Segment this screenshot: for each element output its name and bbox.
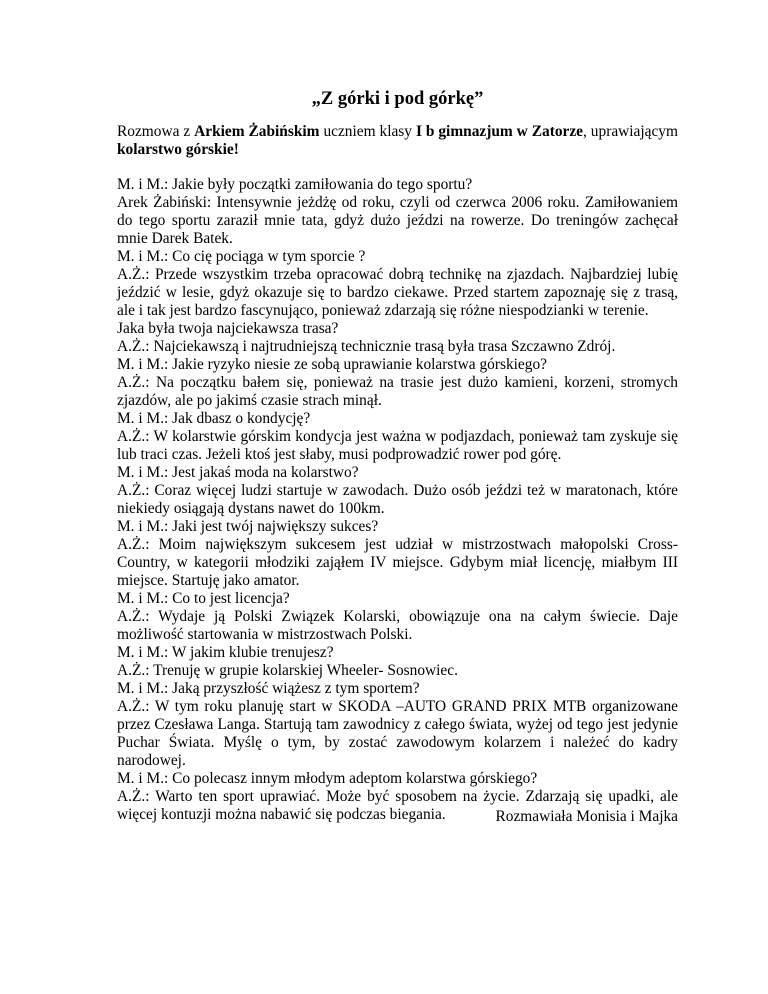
dialogue-text: Jaki jest twój największy sukces? <box>172 518 379 535</box>
dialogue-line <box>117 590 678 608</box>
dialogue-text: Trenuję w grupie kolarskiej Wheeler- Sosnowiec. <box>153 662 458 679</box>
dialogue-text: W jakim klubie trenujesz? <box>171 644 334 661</box>
dialogue-text: Wydaje ją Polski Związek Kolarski, obowiązuje ona na całym świecie. Daje możliwość startowania w mistrzostwach Polski. <box>117 608 678 643</box>
dialogue-text: Najciekawszą i najtrudniejszą technicznie trasą była trasa Szczawno Zdrój. <box>153 338 616 355</box>
dialogue-line <box>117 356 678 374</box>
speaker-label: A.Ż.: <box>117 374 150 391</box>
interview-dialogue <box>117 176 678 824</box>
speaker-label: M. i M.: <box>117 770 169 787</box>
dialogue-line <box>117 320 678 338</box>
dialogue-line <box>117 374 678 410</box>
dialogue-line <box>117 248 678 266</box>
school-name: I b gimnazjum w Zatorze <box>415 123 584 140</box>
sport-name: kolarstwo górskie! <box>117 141 239 158</box>
speaker-label: M. i M.: <box>117 176 169 193</box>
dialogue-line <box>117 428 678 464</box>
dialogue-line <box>117 518 678 536</box>
dialogue-text: Co cię pociąga w tym sporcie ? <box>172 248 366 265</box>
dialogue-text: W kolarstwie górskim kondycja jest ważna w podjazdach, ponieważ tam zyskuje się lub traci czas. Jeżeli ktoś jest słaby, musi podprowadzić rower pod górę. <box>117 428 678 463</box>
speaker-label: M. i M.: <box>117 410 169 427</box>
speaker-label: M. i M.: <box>117 518 169 535</box>
dialogue-text: Moim największym sukcesem jest udział w mistrzostwach małopolski Cross-Country, w kategorii młodziki zająłem IV miejsce. Gdybym miał licencję, miałbym III miejsce. Startuję jako amator. <box>117 536 678 589</box>
dialogue-text: Jest jakaś moda na kolarstwo? <box>172 464 359 481</box>
speaker-label: A.Ż.: <box>117 338 150 355</box>
speaker-label: A.Ż.: <box>117 536 150 553</box>
speaker-label: A.Ż.: <box>117 788 150 805</box>
dialogue-line <box>117 338 678 356</box>
dialogue-text: W tym roku planuję start w SKODA –AUTO GRAND PRIX MTB organizowane przez Czesława Langa. Startują tam zawodnicy z całego świata, wyżej od tego jest jedynie Puchar Świata. Myślę o tym, by zostać zawodowym kolarzem i należeć do kadry narodowej. <box>117 698 678 769</box>
dialogue-text: Co to jest licencja? <box>172 590 290 607</box>
dialogue-text: Jaka była twoja najciekawsza trasa? <box>117 320 339 337</box>
speaker-label: M. i M.: <box>117 356 169 373</box>
intro-text: , uprawiającym <box>583 123 678 140</box>
signature: Rozmawiała Monisia i Majka <box>495 808 678 825</box>
speaker-label: M. i M.: <box>117 590 169 607</box>
speaker-label: M. i M.: <box>117 248 169 265</box>
dialogue-text: Jak dbasz o kondycję? <box>172 410 311 427</box>
dialogue-line <box>117 176 678 194</box>
speaker-label: A.Ż.: <box>117 698 150 715</box>
dialogue-line <box>117 464 678 482</box>
intro-text: uczniem klasy <box>319 123 416 140</box>
dialogue-text: Jaką przyszłość wiążesz z tym sportem? <box>172 680 420 697</box>
intro-paragraph <box>117 123 678 159</box>
dialogue-text: Przede wszystkim trzeba opracować dobrą technikę na zjazdach. Najbardziej lubię jeździć w lesie, gdyż okazuje się to bardzo ciekawe. Przed startem zapoznaję się z trasą, ale i tak jest bardzo fascynująco, ponieważ zdarzają się różne niespodzianki w terenie. <box>117 266 678 319</box>
speaker-label: A.Ż.: <box>117 428 150 445</box>
dialogue-text: Intensywnie jeżdżę od roku, czyli od czerwca 2006 roku. Zamiłowaniem do tego sportu zaraził mnie tata, gdyż dużo jeździ na rowerze. Do treningów zachęcał mnie Darek Batek. <box>117 194 678 247</box>
dialogue-line <box>117 698 678 770</box>
dialogue-text: Co polecasz innym młodym adeptom kolarstwa górskiego? <box>172 770 538 787</box>
article-title: „Z górki i pod górkę” <box>311 89 484 109</box>
speaker-label: M. i M.: <box>117 464 169 481</box>
dialogue-line <box>117 770 678 788</box>
dialogue-line <box>117 194 678 248</box>
dialogue-line <box>117 266 678 320</box>
dialogue-text: Warto ten sport uprawiać. Może być sposobem na życie. Zdarzają się upadki, ale więcej kontuzji można nabawić się podczas biegania. <box>117 788 678 823</box>
dialogue-text: Coraz więcej ludzi startuje w zawodach. Dużo osób jeździ też w maratonach, które niekiedy osiągają dystans nawet do 100km. <box>117 482 678 517</box>
dialogue-line <box>117 482 678 518</box>
dialogue-text: Jakie ryzyko niesie ze sobą uprawianie kolarstwa górskiego? <box>172 356 547 373</box>
intro-text: Rozmowa z <box>117 123 195 140</box>
dialogue-line <box>117 662 678 680</box>
speaker-label: A.Ż.: <box>117 662 150 679</box>
speaker-label: A.Ż.: <box>117 266 150 283</box>
dialogue-text: Jakie były początki zamiłowania do tego sportu? <box>172 176 473 193</box>
speaker-label: A.Ż.: <box>117 482 150 499</box>
speaker-label: A.Ż.: <box>117 608 150 625</box>
dialogue-line <box>117 410 678 428</box>
interviewee-name: Arkiem Żabińskim <box>194 123 320 140</box>
dialogue-line <box>117 680 678 698</box>
dialogue-line <box>117 536 678 590</box>
speaker-label: Arek Żabiński: <box>117 194 212 211</box>
speaker-label: M. i M.: <box>117 644 169 661</box>
dialogue-line <box>117 644 678 662</box>
speaker-label: M. i M.: <box>117 680 169 697</box>
dialogue-text: Na początku bałem się, ponieważ na trasie jest dużo kamieni, korzeni, stromych zjazdów, ale po jakimś czasie strach minął. <box>117 374 678 409</box>
dialogue-line <box>117 608 678 644</box>
